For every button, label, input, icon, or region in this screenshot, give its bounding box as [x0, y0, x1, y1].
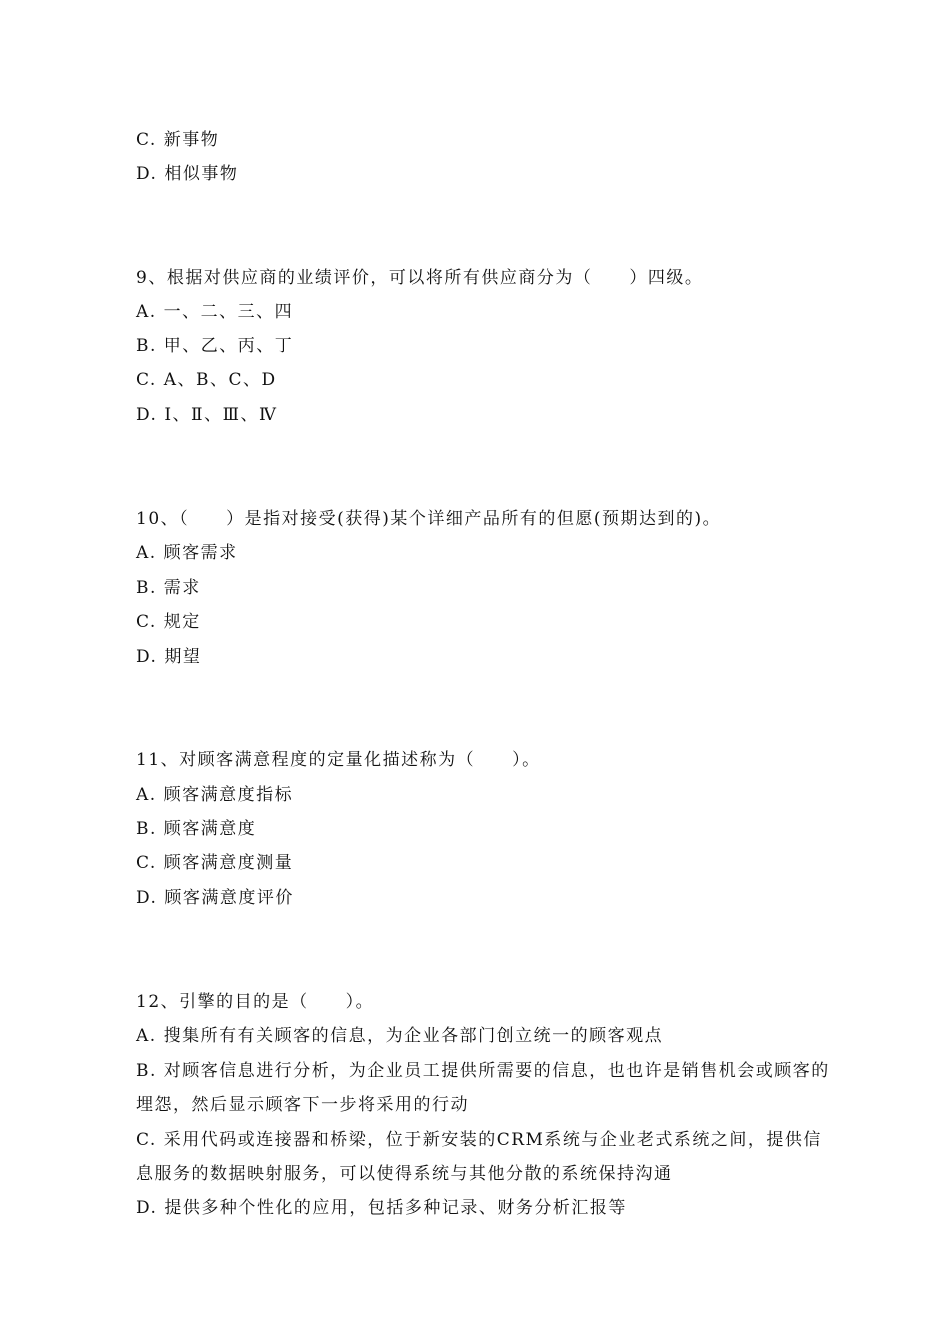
q9-option-d: D. Ⅰ、Ⅱ、Ⅲ、Ⅳ: [136, 405, 278, 425]
q8-option-d: D. 相似事物: [136, 164, 239, 184]
q8-option-c: C. 新事物: [136, 130, 220, 150]
q10-option-d: D. 期望: [136, 647, 202, 667]
q11-option-c: C. 顾客满意度测量: [136, 853, 294, 873]
q9-option-b: B. 甲、乙、丙、丁: [136, 336, 294, 356]
q11-option-b: B. 顾客满意度: [136, 819, 257, 839]
q11-option-d: D. 顾客满意度评价: [136, 888, 294, 908]
q9-option-c: C. A、B、C、D: [136, 370, 277, 390]
q9-stem: 9、根据对供应商的业绩评价，可以将所有供应商分为（ ）四级。: [136, 268, 704, 288]
q10-option-a: A. 顾客需求: [136, 543, 238, 563]
q10-option-c: C. 规定: [136, 612, 201, 632]
q10-stem: 10、（ ）是指对接受(获得)某个详细产品所有的但愿(预期达到的)。: [136, 509, 722, 529]
q12-option-b: B. 对顾客信息进行分析，为企业员工提供所需要的信息，也也许是销售机会或顾客的埋怨，然后显示顾客下一步将采用的行动: [136, 1061, 830, 1115]
q12-option-d: D. 提供多种个性化的应用，包括多种记录、财务分析汇报等: [136, 1198, 627, 1218]
q10-option-b: B. 需求: [136, 578, 201, 598]
q12-option-c: C. 采用代码或连接器和桥梁，位于新安装的CRM系统与企业老式系统之间，提供信息服务的数据映射服务，可以使得系统与其他分散的系统保持沟通: [136, 1130, 822, 1184]
q9-option-a: A. 一、二、三、四: [136, 302, 294, 322]
q12-stem: 12、引擎的目的是（ ）。: [136, 992, 375, 1012]
q12-option-a: A. 搜集所有有关顾客的信息，为企业各部门创立统一的顾客观点: [136, 1026, 664, 1046]
q11-option-a: A. 顾客满意度指标: [136, 785, 294, 805]
q11-stem: 11、对顾客满意程度的定量化描述称为（ ）。: [136, 750, 541, 770]
